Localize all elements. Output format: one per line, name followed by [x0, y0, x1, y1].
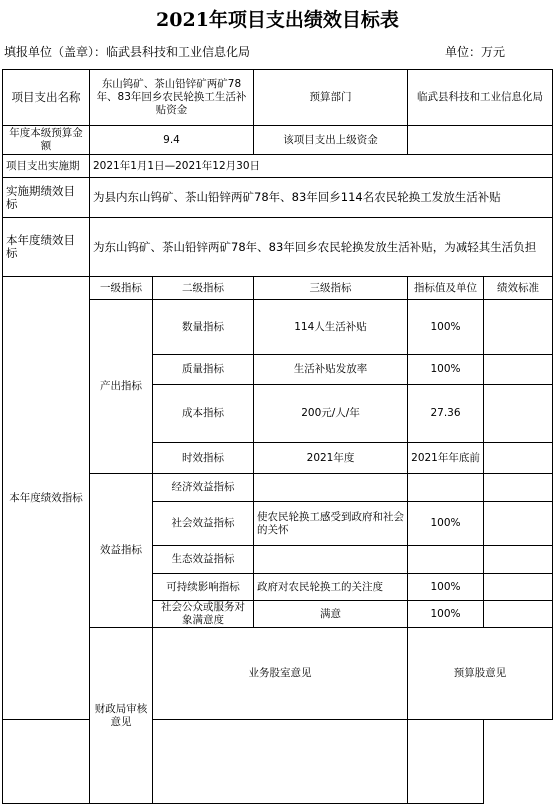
indicators-section-label: 本年度绩效指标 — [3, 277, 90, 720]
annual-goal-value: 为东山钨矿、茶山铅锌两矿78年、83年回乡农民轮换发放生活补贴，为减轻其生活负担 — [90, 218, 553, 277]
output-l2: 成本指标 — [153, 385, 254, 443]
period-goal-label: 实施期绩效目标 — [3, 178, 90, 218]
project-name-label: 项目支出名称 — [3, 70, 90, 126]
output-l3: 114人生活补贴 — [254, 300, 408, 355]
benefit-standard — [484, 601, 553, 628]
benefit-standard — [484, 502, 553, 546]
benefit-l2: 社会公众或服务对象满意度 — [153, 601, 254, 628]
header-standard: 绩效标准 — [484, 277, 553, 300]
benefit-l3 — [254, 474, 408, 502]
budget-label: 年度本级预算金额 — [3, 126, 90, 155]
budget-opinion-value — [153, 720, 408, 804]
dept-label: 预算部门 — [254, 70, 408, 126]
benefit-indicator-label: 效益指标 — [90, 474, 153, 628]
benefit-l2: 社会效益指标 — [153, 502, 254, 546]
currency-unit: 单位：万元 — [445, 45, 506, 59]
header-value: 指标值及单位 — [408, 277, 484, 300]
upper-funds-value — [408, 126, 553, 155]
benefit-value: 100% — [408, 574, 484, 601]
benefit-value — [408, 546, 484, 574]
output-value: 100% — [408, 300, 484, 355]
benefit-standard — [484, 474, 553, 502]
output-l2: 时效指标 — [153, 443, 254, 474]
output-l3: 2021年度 — [254, 443, 408, 474]
output-l3: 200元/人/年 — [254, 385, 408, 443]
reporting-unit: 填报单位（盖章）：临武县科技和工业信息化局 — [4, 45, 251, 59]
output-standard — [484, 300, 553, 355]
output-standard — [484, 385, 553, 443]
output-value: 27.36 — [408, 385, 484, 443]
dept-value: 临武县科技和工业信息化局 — [408, 70, 553, 126]
annual-goal-label: 本年度绩效目标 — [3, 218, 90, 277]
output-indicator-label: 产出指标 — [90, 300, 153, 474]
budget-value: 9.4 — [90, 126, 254, 155]
upper-funds-label: 该项目支出上级资金 — [254, 126, 408, 155]
header-level1: 一级指标 — [90, 277, 153, 300]
benefit-l3: 使农民轮换工感受到政府和社会的关怀 — [254, 502, 408, 546]
header-level3: 三级指标 — [254, 277, 408, 300]
benefit-l2: 生态效益指标 — [153, 546, 254, 574]
period-goal-value: 为县内东山钨矿、茶山铅锌两矿78年、83年回乡114名农民轮换工发放生活补贴 — [90, 178, 553, 218]
benefit-standard — [484, 546, 553, 574]
output-standard — [484, 355, 553, 385]
benefit-l3: 满意 — [254, 601, 408, 628]
page-title: 2021年项目支出绩效目标表 — [156, 9, 399, 31]
business-opinion-label: 业务股室意见 — [153, 628, 408, 720]
period-value: 2021年1月1日—2021年12月30日 — [90, 155, 553, 178]
benefit-l2: 经济效益指标 — [153, 474, 254, 502]
benefit-value — [408, 474, 484, 502]
output-value: 2021年年底前 — [408, 443, 484, 474]
benefit-l3: 政府对农民轮换工的关注度 — [254, 574, 408, 601]
output-l2: 质量指标 — [153, 355, 254, 385]
output-l3: 生活补贴发放率 — [254, 355, 408, 385]
output-l2: 数量指标 — [153, 300, 254, 355]
output-standard — [484, 443, 553, 474]
benefit-standard — [484, 574, 553, 601]
project-name-value: 东山钨矿、茶山铅锌矿两矿78年、83年回乡农民轮换工生活补贴资金 — [90, 70, 254, 126]
period-label: 项目支出实施期 — [3, 155, 90, 178]
performance-opinion-value — [408, 720, 484, 804]
header-level2: 二级指标 — [153, 277, 254, 300]
performance-table — [2, 69, 553, 804]
budget-opinion-label: 预算股意见 — [408, 628, 553, 720]
benefit-l2: 可持续影响指标 — [153, 574, 254, 601]
output-value: 100% — [408, 355, 484, 385]
benefit-l3 — [254, 546, 408, 574]
business-opinion-value — [3, 720, 153, 804]
benefit-value: 100% — [408, 502, 484, 546]
benefit-value: 100% — [408, 601, 484, 628]
finance-review-label: 财政局审核意见 — [90, 628, 153, 804]
